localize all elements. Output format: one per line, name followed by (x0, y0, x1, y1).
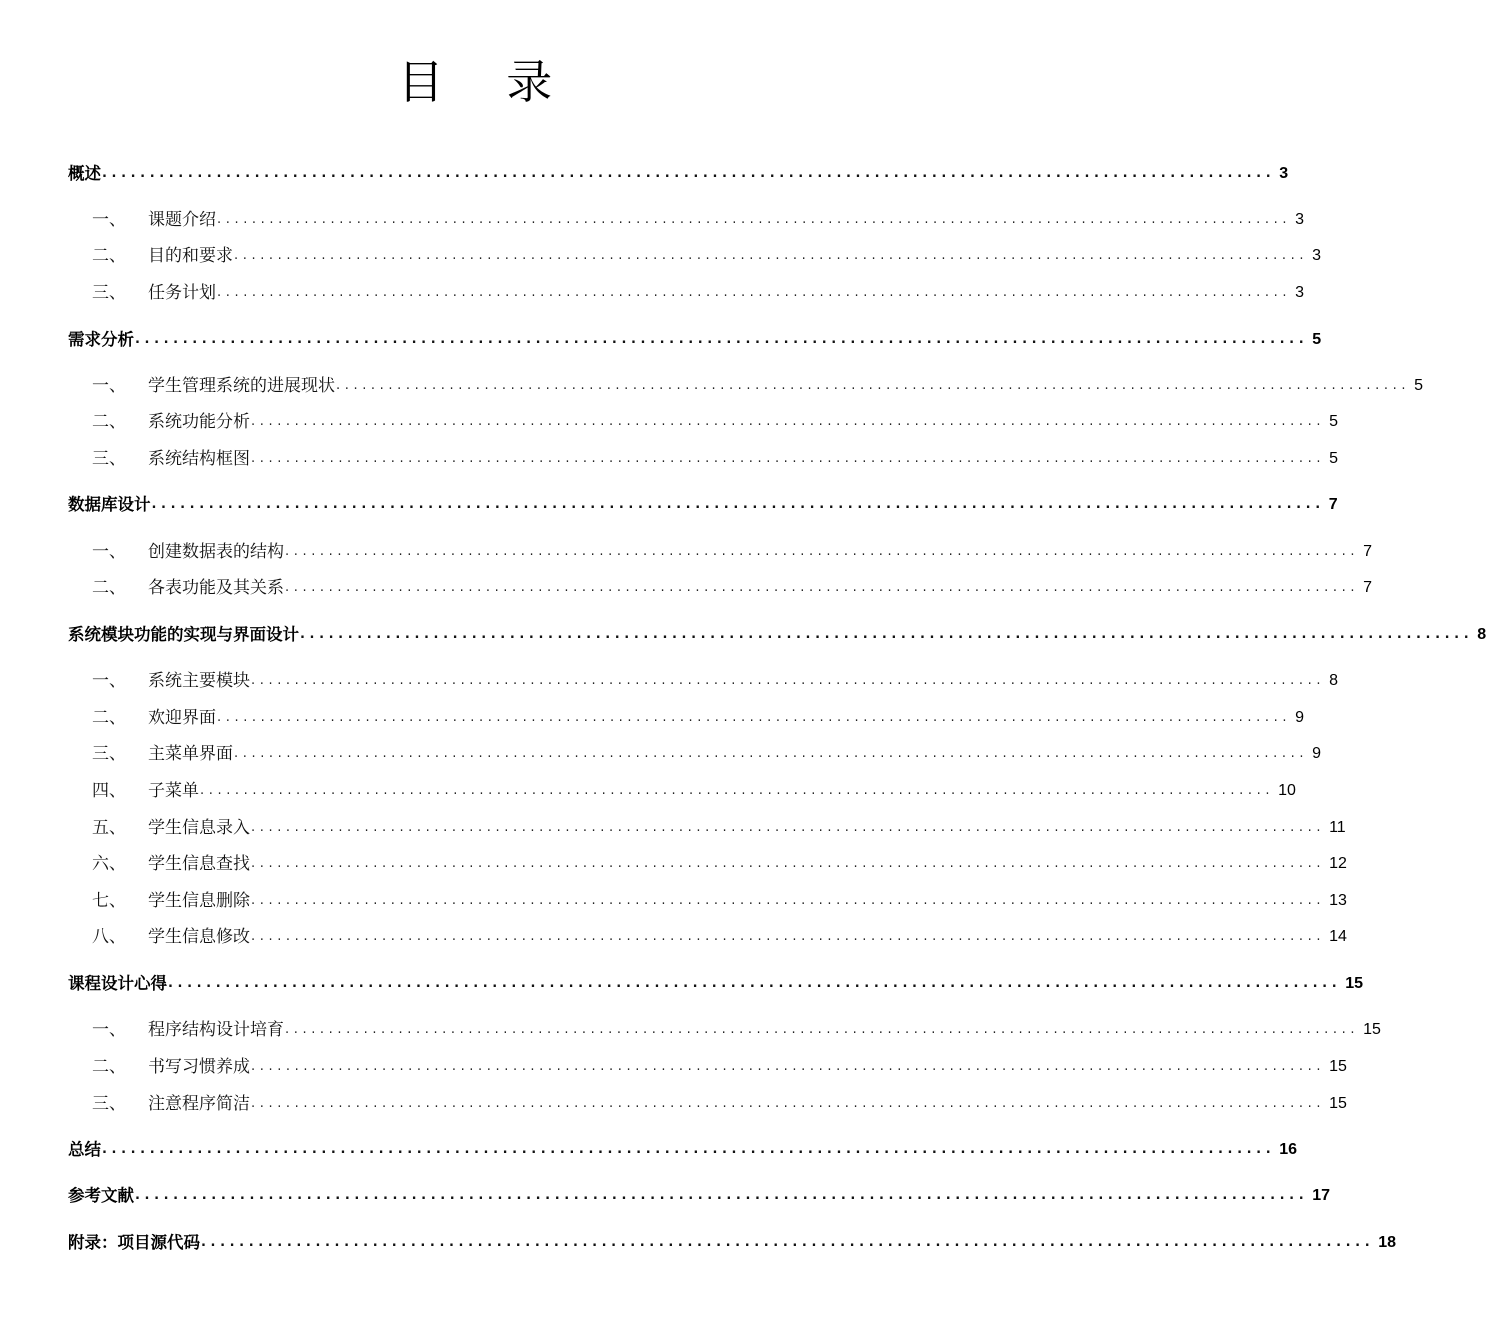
toc-entry-number: 三、 (92, 283, 126, 303)
toc-leader-dots: ........................................................................................................................... (251, 673, 1326, 688)
toc-entry-sub[interactable] (92, 924, 1347, 950)
toc-entry-sub[interactable] (92, 280, 1304, 306)
toc-entry-title: 参考文献 (68, 1186, 134, 1205)
toc-page-number: 15 (1345, 975, 1364, 992)
toc-entry-number: 二、 (92, 412, 126, 432)
toc-entry-title: 任务计划 (148, 283, 216, 303)
toc-page-number: 5 (1414, 377, 1423, 394)
toc-entry-sub[interactable] (92, 207, 1304, 233)
toc-leader-dots: ........................................................................................................................... (285, 544, 1360, 559)
toc-page-number: 5 (1329, 450, 1338, 467)
toc-entry-title: 系统主要模块 (148, 671, 250, 691)
toc-entry-number: 三、 (92, 744, 126, 764)
toc-page-number: 12 (1329, 855, 1347, 872)
toc-entry-main[interactable] (68, 1230, 1397, 1256)
toc-leader-dots: ........................................................................................................................... (168, 976, 1342, 991)
toc-leader-dots: ........................................................................................................................... (285, 580, 1360, 595)
toc-entry-title: 课程设计心得 (68, 974, 167, 993)
toc-entry-number: 三、 (92, 1094, 126, 1114)
toc-page-number: 7 (1363, 543, 1372, 560)
toc-entry-number: 一、 (92, 210, 126, 230)
toc-page-number: 9 (1312, 745, 1321, 762)
toc-entry-title: 书写习惯养成 (148, 1057, 250, 1077)
toc-entry-title: 程序结构设计培育 (148, 1020, 284, 1040)
toc-entry-main[interactable] (68, 327, 1322, 353)
toc-leader-dots: ........................................................................................................................... (102, 166, 1276, 181)
toc-entry-title: 子菜单 (148, 781, 199, 801)
toc-entry-sub[interactable] (92, 575, 1372, 601)
toc-leader-dots: ........................................................................................................................... (217, 212, 1292, 227)
toc-page-number: 10 (1278, 782, 1296, 799)
toc-leader-dots: ........................................................................................................................... (300, 627, 1474, 642)
toc-entry-sub[interactable] (92, 446, 1338, 472)
toc-entry-number: 五、 (92, 818, 126, 838)
toc-entry-title: 总结 (68, 1140, 101, 1159)
toc-leader-dots: ........................................................................................................................... (251, 893, 1326, 908)
toc-entry-number: 二、 (92, 578, 126, 598)
toc-entry-title: 学生信息录入 (148, 818, 250, 838)
toc-page-number: 8 (1329, 672, 1338, 689)
toc-entry-sub[interactable] (92, 409, 1338, 435)
toc-entry-number: 一、 (92, 1020, 126, 1040)
toc-entry-main[interactable] (68, 971, 1364, 997)
toc-entry-sub[interactable] (92, 373, 1423, 399)
toc-page-number: 5 (1329, 413, 1338, 430)
toc-entry-sub[interactable] (92, 1091, 1347, 1117)
toc-leader-dots: ........................................................................................................................... (234, 248, 1309, 263)
toc-page-number: 16 (1279, 1141, 1298, 1158)
toc-page-number: 15 (1329, 1095, 1347, 1112)
toc-entry-title: 目的和要求 (148, 246, 233, 266)
toc-page-number: 3 (1295, 284, 1304, 301)
toc-leader-dots: ........................................................................................................................... (217, 285, 1292, 300)
toc-entry-sub[interactable] (92, 851, 1347, 877)
toc-entry-main[interactable] (68, 161, 1289, 187)
page-title: 目 录 (397, 55, 577, 109)
toc-entry-number: 六、 (92, 854, 126, 874)
toc-leader-dots: ........................................................................................................................... (251, 414, 1326, 429)
toc-page-number: 9 (1295, 709, 1304, 726)
toc-entry-title: 学生信息修改 (148, 927, 250, 947)
toc-page-number: 13 (1329, 892, 1347, 909)
toc-leader-dots: ........................................................................................................................... (151, 497, 1325, 512)
toc-entry-main[interactable] (68, 622, 1486, 648)
toc-entry-title: 数据库设计 (68, 495, 151, 514)
toc-entry-title: 各表功能及其关系 (148, 578, 284, 598)
toc-leader-dots: ........................................................................................................................... (285, 1022, 1360, 1037)
toc-leader-dots: ........................................................................................................................... (234, 746, 1309, 761)
toc-page-number: 17 (1312, 1187, 1331, 1204)
toc-entry-number: 二、 (92, 1057, 126, 1077)
toc-entry-main[interactable] (68, 492, 1338, 518)
toc-page-number: 15 (1363, 1021, 1381, 1038)
toc-entry-number: 七、 (92, 891, 126, 911)
toc-entry-title: 概述 (68, 164, 101, 183)
toc-entry-number: 八、 (92, 927, 126, 947)
toc-entry-title: 欢迎界面 (148, 708, 216, 728)
toc-leader-dots: ........................................................................................................................... (251, 820, 1326, 835)
toc-page-number: 18 (1378, 1234, 1397, 1251)
toc-entry-title: 学生信息查找 (148, 854, 250, 874)
toc-page-number: 15 (1329, 1058, 1347, 1075)
toc-page-number: 7 (1363, 579, 1372, 596)
toc-entry-title: 附录：项目源代码 (68, 1233, 200, 1252)
toc-entry-title: 学生管理系统的进展现状 (148, 376, 335, 396)
toc-entry-sub[interactable] (92, 243, 1321, 269)
toc-entry-number: 二、 (92, 708, 126, 728)
toc-leader-dots: ........................................................................................................................... (102, 1142, 1276, 1157)
toc-page-number: 3 (1312, 247, 1321, 264)
toc-leader-dots: ........................................................................................................................... (217, 710, 1292, 725)
toc-entry-number: 二、 (92, 246, 126, 266)
toc-entry-number: 一、 (92, 376, 126, 396)
toc-entry-title: 注意程序简洁 (148, 1094, 250, 1114)
toc-entry-sub[interactable] (92, 539, 1372, 565)
toc-leader-dots: ........................................................................................................................... (135, 1188, 1309, 1203)
toc-entry-number: 一、 (92, 671, 126, 691)
toc-page-number: 7 (1328, 496, 1338, 513)
toc-entry-sub[interactable] (92, 888, 1347, 914)
toc-entry-main[interactable] (68, 1137, 1298, 1163)
toc-leader-dots: ........................................................................................................................... (251, 451, 1326, 466)
toc-entry-number: 一、 (92, 542, 126, 562)
toc-entry-sub[interactable] (92, 1054, 1347, 1080)
toc-entry-title: 学生信息删除 (148, 891, 250, 911)
toc-page-number: 3 (1279, 165, 1289, 182)
toc-leader-dots: ........................................................................................................................... (251, 1059, 1326, 1074)
toc-entry-sub[interactable] (92, 1017, 1381, 1043)
toc-entry-title: 主菜单界面 (148, 744, 233, 764)
toc-page-number: 5 (1312, 331, 1322, 348)
toc-leader-dots: ........................................................................................................................... (336, 378, 1411, 393)
toc-entry-title: 课题介绍 (148, 210, 216, 230)
toc-entry-title: 需求分析 (68, 330, 134, 349)
toc-entry-sub[interactable] (92, 705, 1304, 731)
toc-entry-number: 三、 (92, 449, 126, 469)
toc-entry-title: 系统功能分析 (148, 412, 250, 432)
toc-entry-sub[interactable] (92, 778, 1296, 804)
toc-page-number: 14 (1329, 928, 1347, 945)
toc-leader-dots: ........................................................................................................................... (200, 783, 1275, 798)
toc-entry-main[interactable] (68, 1183, 1331, 1209)
toc-leader-dots: ........................................................................................................................... (251, 929, 1326, 944)
toc-leader-dots: ........................................................................................................................... (135, 332, 1309, 347)
toc-entry-sub[interactable] (92, 668, 1338, 694)
toc-leader-dots: ........................................................................................................................... (201, 1235, 1375, 1250)
toc-entry-title: 系统结构框图 (148, 449, 250, 469)
toc-page-number: 3 (1295, 211, 1304, 228)
toc-entry-number: 四、 (92, 781, 126, 801)
toc-entry-sub[interactable] (92, 815, 1346, 841)
toc-entry-title: 创建数据表的结构 (148, 542, 284, 562)
toc-entry-sub[interactable] (92, 741, 1321, 767)
toc-page-number: 8 (1477, 626, 1486, 643)
toc-leader-dots: ........................................................................................................................... (251, 856, 1326, 871)
toc-entry-title: 系统模块功能的实现与界面设计 (68, 625, 299, 644)
toc-leader-dots: ........................................................................................................................... (251, 1096, 1326, 1111)
toc-page-number: 11 (1329, 819, 1346, 836)
